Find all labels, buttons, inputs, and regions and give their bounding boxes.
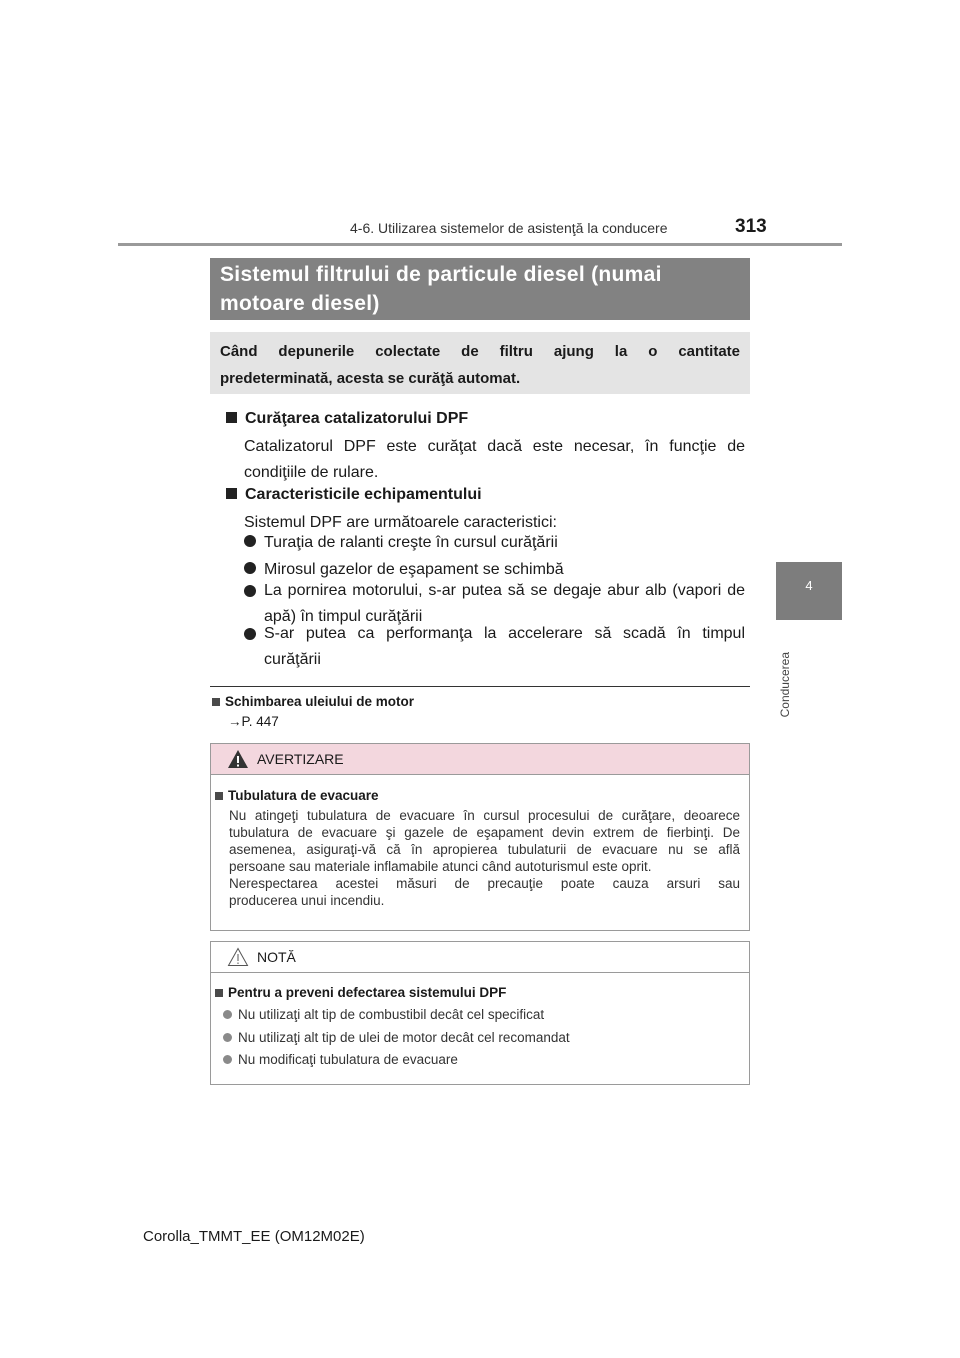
bullet-dot-icon (223, 1010, 232, 1019)
section-body-line1: Catalizatorul DPF este curăţat dacă este necesar, în funcţie de (244, 438, 745, 455)
page-reference-text: P. 447 (241, 714, 279, 729)
page-title-line2: motoare diesel) (220, 292, 380, 315)
page-title (210, 258, 750, 320)
warning-line: persoane sau materiale inflamabile atunci când autoturismul este oprit. (229, 859, 652, 874)
list-item-text-cont: curăţării (264, 651, 321, 668)
list-item-text-cont: apă) în timpul curăţării (264, 608, 423, 625)
list-item (244, 530, 558, 556)
page-number: 313 (735, 216, 767, 237)
notice-item-text: Nu utilizaţi alt tip de combustibil decât cel specificat (238, 1007, 545, 1022)
bullet-dot-icon (223, 1033, 232, 1042)
intro-line2: predeterminată, acesta se curăţă automat. (220, 370, 521, 387)
square-bullet-icon (212, 698, 220, 706)
warning-line: asemenea, asiguraţi-vă că în apropierea tubulaturii de evacuare nu se află (229, 842, 740, 857)
notice-item (223, 1051, 458, 1068)
section-body-line2: condiţiile de rulare. (244, 464, 379, 481)
list-item (244, 621, 745, 673)
notice-item (223, 1006, 544, 1023)
header-rule (118, 243, 842, 246)
square-bullet-icon (215, 792, 223, 800)
section-heading-text: Caracteristicile echipamentului (245, 486, 482, 503)
notice-box-header (211, 942, 749, 973)
page-title-line1: Sistemul filtrului de particule diesel (numai (220, 263, 662, 286)
section-body-line1: Sistemul DPF are următoarele caracteristici: (244, 514, 557, 531)
notice-item (223, 1029, 570, 1046)
notice-item-text: Nu utilizaţi alt tip de ulei de motor decât cel recomandat (238, 1030, 570, 1045)
notice-heading (215, 985, 506, 1000)
list-item-text: S-ar putea ca performanţa la accelerare să scadă în timpul (264, 625, 745, 642)
notice-item-text: Nu modificaţi tubulatura de evacuare (238, 1052, 458, 1067)
list-item-text: Mirosul gazelor de eşapament se schimbă (264, 561, 564, 578)
list-item-text: La pornirea motorului, s-ar putea să se degaje abur alb (vapori de (264, 582, 745, 599)
warning-line: tubulatura de evacuare şi gazele de eşapament devin extrem de fierbinţi. De (229, 825, 740, 840)
note-heading (212, 694, 414, 709)
bullet-dot-icon (244, 628, 256, 640)
square-bullet-icon (226, 412, 237, 423)
divider (210, 686, 750, 687)
chapter-label: Conducerea (778, 652, 792, 718)
page-reference (228, 714, 279, 729)
bullet-dot-icon (244, 585, 256, 597)
warning-line: Nerespectarea acestei măsuri de precauţie poate cauza arsuri sau (229, 876, 740, 891)
warning-triangle-icon (227, 749, 249, 769)
bullet-dot-icon (244, 562, 256, 574)
footer-model: Corolla_TMMT_EE (OM12M02E) (143, 1228, 365, 1245)
chapter-number: 4 (805, 578, 813, 593)
section-body (244, 434, 745, 486)
section-breadcrumb: 4-6. Utilizarea sistemelor de asistenţă la conducere (350, 220, 668, 236)
notice-heading-text: Pentru a preveni defectarea sistemului DPF (228, 985, 507, 1000)
warning-box-header (211, 744, 749, 775)
bullet-dot-icon (244, 535, 256, 547)
intro-summary (210, 332, 750, 394)
bullet-dot-icon (223, 1055, 232, 1064)
section-heading-text: Curăţarea catalizatorului DPF (245, 410, 469, 427)
warning-line: producerea unui incendiu. (229, 893, 385, 908)
warning-heading (215, 788, 379, 803)
section-heading (226, 486, 482, 504)
warning-line: Nu atingeţi tubulatura de evacuare în cursul procesului de curăţare, deoarece (229, 808, 740, 823)
intro-line1: Când depunerile colectate de filtru ajung la o cantitate (220, 343, 740, 360)
notice-label: NOTĂ (257, 949, 296, 965)
notice-box (210, 941, 750, 1085)
warning-text (229, 807, 740, 909)
caution-triangle-icon (227, 947, 249, 967)
warning-box (210, 743, 750, 931)
section-heading (226, 410, 468, 428)
square-bullet-icon (226, 488, 237, 499)
warning-heading-text: Tubulatura de evacuare (228, 788, 379, 803)
note-heading-text: Schimbarea uleiului de motor (225, 694, 415, 709)
warning-label: AVERTIZARE (257, 751, 344, 767)
arrow-right-icon: → (228, 714, 242, 729)
list-item-text: Turaţia de ralanti creşte în cursul curăţării (264, 534, 558, 551)
square-bullet-icon (215, 989, 223, 997)
